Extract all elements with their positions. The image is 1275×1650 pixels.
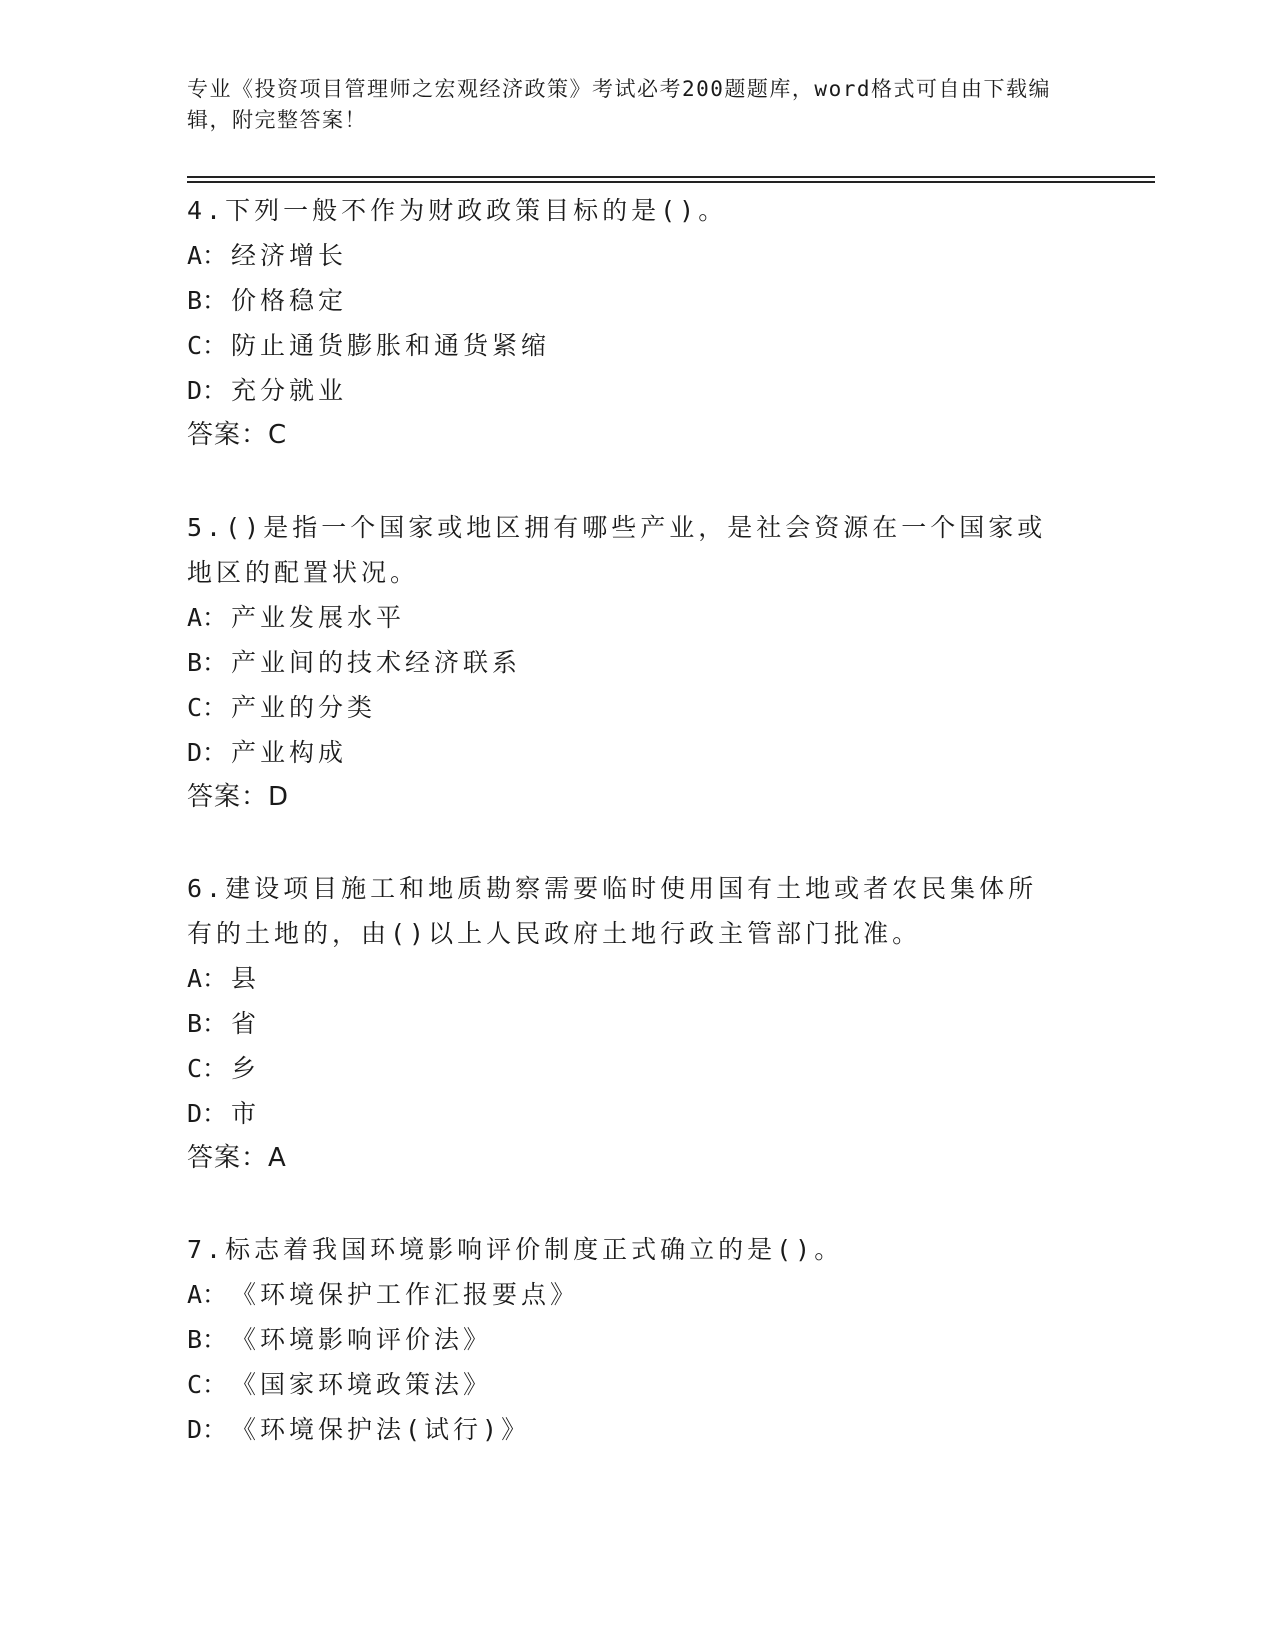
option-d — [187, 368, 1057, 413]
question-stem: 5.()是指一个国家或地区拥有哪些产业，是社会资源在一个国家或地区的配置状况。 — [187, 513, 1047, 587]
option-text: 充分就业 — [231, 376, 348, 405]
option-text: 价格稳定 — [231, 286, 348, 315]
answer-line: 答案：D — [187, 782, 290, 812]
header-divider-bottom — [187, 181, 1155, 183]
option-text: 《环境影响评价法》 — [231, 1325, 493, 1354]
option-c — [187, 323, 1057, 368]
option-b — [187, 640, 1057, 685]
question-stem: 7.标志着我国环境影响评价制度正式确立的是()。 — [187, 1235, 844, 1264]
option-c — [187, 1046, 1057, 1091]
question-6 — [187, 866, 1057, 1181]
option-d — [187, 1091, 1057, 1136]
option-letter: B： — [187, 1325, 228, 1354]
question-5 — [187, 505, 1057, 820]
option-a — [187, 233, 1057, 278]
option-letter: D： — [187, 738, 228, 767]
header-divider-top — [187, 176, 1155, 178]
answer-line: 答案：C — [187, 420, 288, 450]
option-text: 产业构成 — [231, 738, 348, 767]
question-7 — [187, 1227, 1057, 1452]
option-letter: C： — [187, 1370, 228, 1399]
option-text: 县 — [231, 964, 261, 993]
option-c — [187, 1362, 1057, 1407]
option-b — [187, 278, 1057, 323]
option-text: 产业发展水平 — [231, 603, 406, 632]
option-letter: B： — [187, 1009, 228, 1038]
question-stem: 6.建设项目施工和地质勘察需要临时使用国有土地或者农民集体所有的土地的，由()以上人民政府土地行政主管部门批准。 — [187, 874, 1038, 948]
option-letter: D： — [187, 1415, 228, 1444]
question-stem: 4.下列一般不作为财政政策目标的是()。 — [187, 196, 728, 225]
option-letter: D： — [187, 1099, 228, 1128]
option-text: 《环境保护法(试行)》 — [231, 1415, 531, 1444]
option-letter: A： — [187, 241, 228, 270]
option-letter: C： — [187, 693, 228, 722]
option-text: 经济增长 — [231, 241, 348, 270]
answer-line: 答案：A — [187, 1143, 287, 1173]
option-letter: B： — [187, 648, 228, 677]
option-c — [187, 685, 1057, 730]
option-letter: A： — [187, 1280, 228, 1309]
option-text: 防止通货膨胀和通货紧缩 — [231, 331, 551, 360]
question-4 — [187, 188, 1057, 458]
option-text: 《国家环境政策法》 — [231, 1370, 493, 1399]
option-d — [187, 730, 1057, 775]
option-letter: B： — [187, 286, 228, 315]
option-text: 乡 — [231, 1054, 261, 1083]
option-a — [187, 595, 1057, 640]
option-letter: C： — [187, 331, 228, 360]
option-letter: A： — [187, 603, 228, 632]
option-a — [187, 1272, 1057, 1317]
option-text: 《环境保护工作汇报要点》 — [231, 1280, 580, 1309]
option-letter: A： — [187, 964, 228, 993]
option-b — [187, 1001, 1057, 1046]
option-text: 省 — [231, 1009, 261, 1038]
option-letter: D： — [187, 376, 228, 405]
option-b — [187, 1317, 1057, 1362]
option-text: 产业间的技术经济联系 — [231, 648, 522, 677]
option-d — [187, 1407, 1057, 1452]
document-header: 专业《投资项目管理师之宏观经济政策》考试必考200题题库，word格式可自由下载编辑，附完整答案！ — [187, 77, 1051, 132]
option-text: 产业的分类 — [231, 693, 377, 722]
option-a — [187, 956, 1057, 1001]
option-letter: C： — [187, 1054, 228, 1083]
option-text: 市 — [231, 1099, 261, 1128]
